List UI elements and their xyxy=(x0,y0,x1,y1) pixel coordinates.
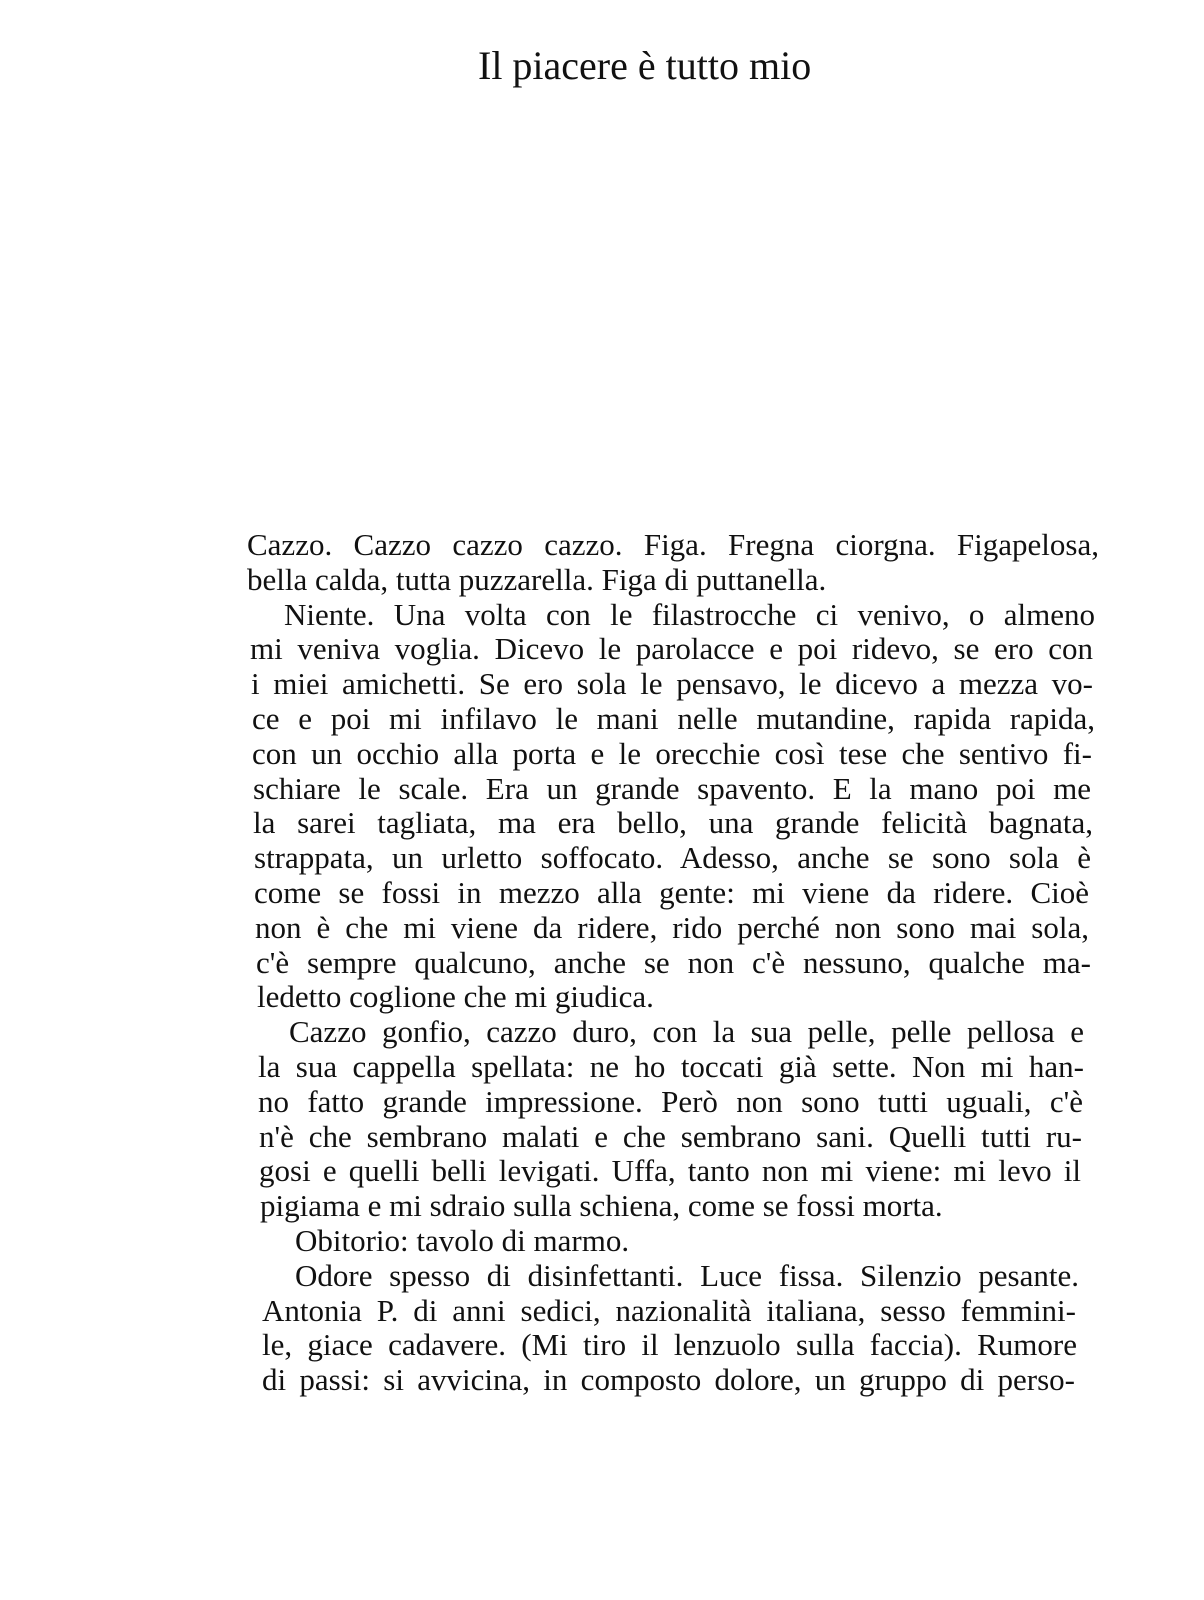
text-line: bella calda, tutta puzzarella. Figa di puttanella. xyxy=(247,561,827,597)
text-line: n'è che sembrano malati e che sembrano sani. Quelli tutti ru- xyxy=(259,1118,1082,1154)
text-line: i miei amichetti. Se ero sola le pensavo, le dicevo a mezza vo- xyxy=(251,666,1093,702)
text-line: Obitorio: tavolo di marmo. xyxy=(295,1222,630,1258)
text-line: Odore spesso di disinfettanti. Luce fissa. Silenzio pesante. xyxy=(295,1257,1079,1293)
text-line: schiare le scale. Era un grande spavento. E la mano poi me xyxy=(253,770,1091,806)
text-line: Cazzo gonfio, cazzo duro, con la sua pelle, pelle pellosa e xyxy=(289,1014,1084,1050)
text-line: c'è sempre qualcuno, anche se non c'è nessuno, qualche ma- xyxy=(256,944,1091,980)
page-title: Il piacere è tutto mio xyxy=(478,43,812,88)
text-line: pigiama e mi sdraio sulla schiena, come se fossi morta. xyxy=(260,1188,943,1224)
text-line: le, giace cadavere. (Mi tiro il lenzuolo sulla faccia). Rumore xyxy=(262,1327,1077,1363)
text-line: Niente. Una volta con le filastrocche ci venivo, o almeno xyxy=(284,596,1095,632)
text-line: con un occhio alla porta e le orecchie così tese che sentivo fi- xyxy=(252,735,1092,771)
text-line: Antonia P. di anni sedici, nazionalità italiana, sesso femmini- xyxy=(262,1292,1076,1328)
text-line: gosi e quelli belli levigati. Uffa, tanto non mi viene: mi levo il xyxy=(259,1153,1081,1189)
text-line: ce e poi mi infilavo le mani nelle mutandine, rapida rapida, xyxy=(252,700,1095,736)
text-line: Cazzo. Cazzo cazzo cazzo. Figa. Fregna ciorgna. Figapelosa, xyxy=(247,527,1099,562)
text-line: mi veniva voglia. Dicevo le parolacce e poi ridevo, se ero con xyxy=(250,631,1093,667)
text-line: ledetto coglione che mi giudica. xyxy=(257,979,654,1015)
text-line: non è che mi viene da ridere, rido perché non sono mai sola, xyxy=(255,909,1089,945)
text-line: no fatto grande impressione. Però non sono tutti uguali, c'è xyxy=(258,1083,1083,1119)
text-line: come se fossi in mezzo alla gente: mi viene da ridere. Cioè xyxy=(254,874,1089,910)
text-line: strappata, un urletto soffocato. Adesso, anche se sono sola è xyxy=(254,840,1091,876)
text-line: la sua cappella spellata: ne ho toccati già sette. Non mi han- xyxy=(258,1048,1084,1084)
text-line: la sarei tagliata, ma era bello, una grande felicità bagnata, xyxy=(253,805,1093,841)
text-line: di passi: si avvicina, in composto dolore, un gruppo di perso- xyxy=(262,1362,1075,1398)
body-text xyxy=(247,528,1107,1398)
